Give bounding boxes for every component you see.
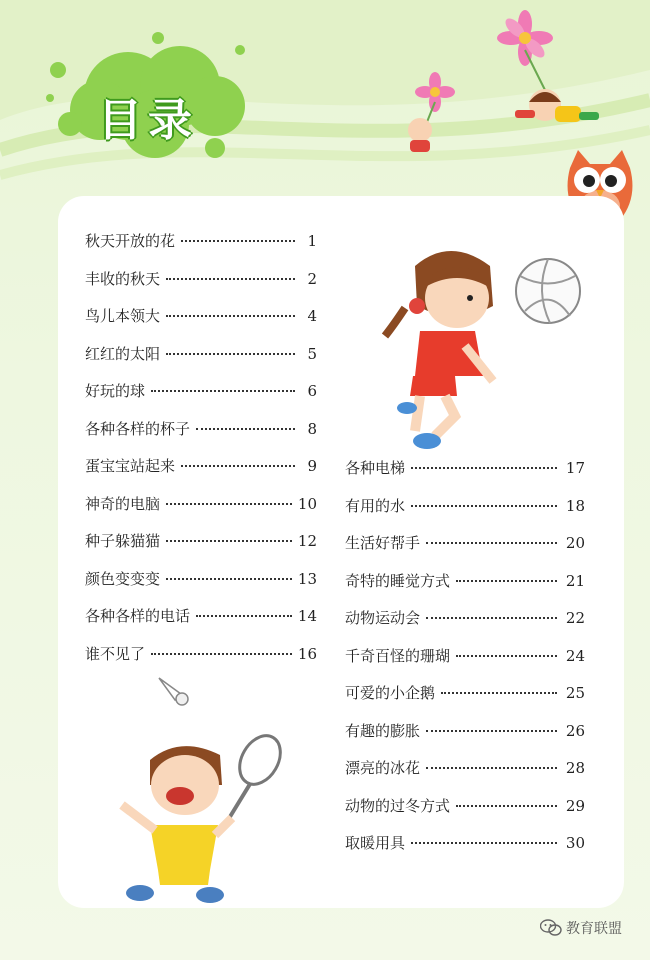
toc-entry[interactable]	[85, 455, 317, 493]
leader-dots	[166, 315, 295, 317]
watermark-text: 教育联盟	[566, 921, 622, 937]
toc-entry[interactable]	[345, 720, 585, 758]
toc-entry-title: 千奇百怪的珊瑚	[345, 646, 451, 665]
leader-dots	[166, 278, 295, 280]
toc-entry[interactable]	[85, 643, 317, 681]
toc-entry[interactable]	[345, 645, 585, 683]
flower-icon	[415, 72, 455, 122]
leader-dots	[151, 390, 295, 392]
leader-dots	[181, 465, 295, 467]
leader-dots	[441, 692, 557, 694]
leader-dots	[196, 615, 292, 617]
toc-entry[interactable]	[85, 605, 317, 643]
toc-entry[interactable]	[85, 380, 317, 418]
leader-dots	[411, 467, 557, 469]
wechat-icon	[540, 919, 562, 937]
toc-entry-title: 好玩的球	[85, 382, 146, 400]
toc-entry-page: 20	[565, 534, 585, 552]
toc-entry[interactable]	[345, 682, 585, 720]
toc-entry-title: 动物的过冬方式	[345, 796, 451, 815]
toc-entry-title: 取暖用具	[345, 834, 406, 852]
toc-left-column	[85, 230, 317, 680]
leader-dots	[166, 578, 292, 580]
toc-entry[interactable]	[85, 530, 317, 568]
toc-entry[interactable]	[345, 570, 585, 608]
toc-entry-title: 有用的水	[345, 496, 406, 515]
toc-entry-title: 生活好帮手	[345, 534, 421, 552]
toc-entry-page: 9	[307, 457, 317, 475]
leader-dots	[166, 540, 292, 542]
toc-entry-page: 18	[565, 496, 585, 515]
toc-entry[interactable]	[345, 457, 585, 495]
toc-entry[interactable]	[85, 493, 317, 531]
toc-entry[interactable]	[345, 532, 585, 570]
toc-entry-title: 丰收的秋天	[85, 269, 161, 288]
toc-entry-title: 蛋宝宝站起来	[85, 457, 176, 475]
toc-entry-page: 6	[307, 382, 317, 400]
toc-entry-page: 28	[565, 759, 585, 777]
title-badge	[40, 28, 250, 168]
toc-entry-title: 红红的太阳	[85, 344, 161, 363]
toc-entry-page: 30	[565, 834, 585, 852]
toc-entry-page: 10	[297, 494, 317, 513]
toc-entry-page: 22	[565, 609, 585, 627]
toc-entry-page: 14	[297, 607, 317, 625]
toc-entry[interactable]	[345, 495, 585, 533]
toc-entry-title: 颜色变变变	[85, 569, 161, 588]
flying-kids-illustration	[395, 10, 615, 160]
toc-entry-page: 12	[297, 532, 317, 550]
toc-entry-title: 动物运动会	[345, 609, 421, 627]
toc-entry[interactable]	[85, 418, 317, 456]
toc-entry-page: 29	[565, 796, 585, 815]
leader-dots	[151, 653, 292, 655]
toc-entry-title: 谁不见了	[85, 644, 146, 663]
toc-entry[interactable]	[85, 230, 317, 268]
toc-entry-page: 26	[565, 721, 585, 740]
page-title: 目录	[98, 95, 198, 146]
toc-entry[interactable]	[85, 568, 317, 606]
toc-entry-page: 5	[307, 344, 317, 363]
toc-entry-page: 24	[565, 646, 585, 665]
toc-entry-page: 17	[565, 459, 585, 477]
boy-icon	[122, 746, 232, 903]
girl-flying-icon	[515, 89, 599, 122]
toc-entry[interactable]	[85, 305, 317, 343]
leader-dots	[196, 428, 295, 430]
toc-entry-page: 2	[307, 269, 317, 288]
boy-flying-icon	[408, 118, 432, 152]
boy-badminton-illustration	[110, 730, 300, 905]
toc-entry[interactable]	[345, 795, 585, 833]
toc-entry-title: 奇特的睡觉方式	[345, 571, 451, 590]
toc-entry-title: 神奇的电脑	[85, 494, 161, 513]
toc-entry-page: 25	[565, 684, 585, 702]
toc-entry-title: 各种各样的电话	[85, 607, 191, 625]
leader-dots	[411, 505, 557, 507]
leader-dots	[411, 842, 557, 844]
leader-dots	[426, 617, 557, 619]
toc-entry-title: 鸟儿本领大	[85, 307, 161, 325]
girl-volleyball-illustration	[375, 236, 595, 458]
toc-entry-title: 种子躲猫猫	[85, 532, 161, 550]
toc-entry[interactable]	[85, 343, 317, 381]
leader-dots	[456, 655, 557, 657]
toc-entry-page: 8	[307, 419, 317, 438]
toc-entry-page: 4	[307, 307, 317, 325]
toc-right-column	[345, 457, 585, 870]
toc-entry[interactable]	[85, 268, 317, 306]
toc-entry[interactable]	[345, 607, 585, 645]
leader-dots	[166, 503, 292, 505]
toc-entry-page: 13	[297, 569, 317, 588]
toc-entry-title: 各种电梯	[345, 459, 406, 477]
toc-entry-page: 21	[565, 571, 585, 590]
leader-dots	[166, 353, 295, 355]
leader-dots	[426, 542, 557, 544]
leader-dots	[456, 580, 557, 582]
leader-dots	[426, 730, 557, 732]
toc-entry-title: 有趣的膨胀	[345, 721, 421, 740]
leader-dots	[426, 767, 557, 769]
toc-entry-title: 漂亮的冰花	[345, 759, 421, 777]
toc-entry-title: 秋天开放的花	[85, 232, 176, 250]
leader-dots	[181, 240, 295, 242]
toc-entry-title: 各种各样的杯子	[85, 419, 191, 438]
girl-icon	[385, 251, 493, 449]
toc-entry[interactable]	[345, 832, 585, 870]
toc-entry[interactable]	[345, 757, 585, 795]
leader-dots	[456, 805, 557, 807]
racket-icon	[228, 730, 289, 820]
toc-entry-title: 可爱的小企鹅	[345, 684, 436, 702]
toc-entry-page: 1	[307, 232, 317, 250]
volleyball-icon	[516, 259, 580, 323]
toc-entry-page: 16	[297, 644, 317, 663]
watermark	[540, 918, 622, 938]
flower-icon	[497, 10, 553, 90]
